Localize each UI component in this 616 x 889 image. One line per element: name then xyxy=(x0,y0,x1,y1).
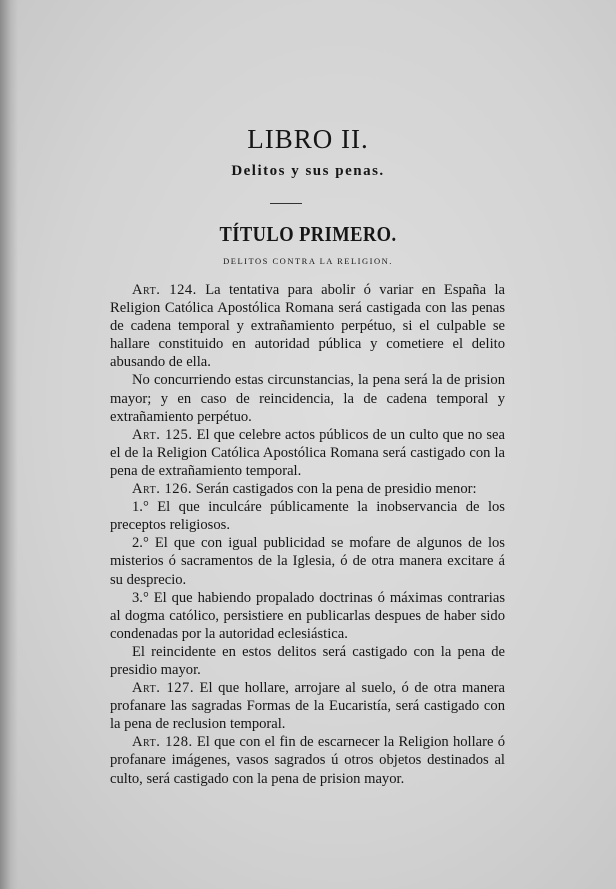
book-subtitle: Delitos y sus penas. xyxy=(231,163,385,179)
article-number: Art. 128. xyxy=(132,734,193,751)
paragraph xyxy=(110,643,505,679)
paragraph xyxy=(110,534,505,588)
paragraph-text: El que con el fin de escarnecer la Religion hollare ó profanare imágenes, vasos sagrados ú otros objetos destinados al culto, será castigado con la pena de prision mayor. xyxy=(110,734,505,787)
paragraph-text: 1.° El que inculcáre públicamente la inobservancia de los preceptos religiosos. xyxy=(110,499,505,534)
article-number: Art. 126. xyxy=(132,481,193,498)
paragraph xyxy=(110,498,505,534)
article-number: Art. 127. xyxy=(132,680,194,697)
article-number: Art. 125. xyxy=(132,426,193,443)
paragraph-text: El reincidente en estos delitos será castigado con la pena de presidio mayor. xyxy=(110,643,505,678)
paragraph-text: La tentativa para abolir ó variar en España la Religion Católica Apostólica Romana será castigada con las penas de cadena temporal y extrañamiento perpétuo, si el culpable se hallare constituido en autoridad pública y cometiere el delito abusando de ella. xyxy=(110,282,505,371)
title-divider xyxy=(270,203,302,204)
paragraph-text: Serán castigados con la pena de presidio menor: xyxy=(192,481,477,498)
paragraph xyxy=(110,426,505,480)
article-number: Art. 124. xyxy=(132,282,197,298)
paragraph xyxy=(110,733,505,787)
paragraph-text: No concurriendo estas circunstancias, la pena será la de prision mayor; y en caso de reincidencia, la de cadena temporal y extrañamiento perpétuo. xyxy=(110,372,505,425)
paragraph xyxy=(110,480,505,498)
paragraph-text: El que hollare, arrojare al suelo, ó de otra manera profanare las sagradas Formas de la Eucaristía, será castigado con la pena de reclusion temporal. xyxy=(110,680,505,733)
section-title: TÍTULO PRIMERO. xyxy=(219,222,397,246)
paragraph xyxy=(110,371,505,425)
paragraph xyxy=(110,589,505,643)
paragraph xyxy=(110,679,505,733)
paragraph-text: 3.° El que habiendo propalado doctrinas ó máximas contrarias al dogma católico, persistiere en publicarlas despues de haber sido condenadas por la autoridad eclesiástica. xyxy=(110,589,505,642)
paragraph xyxy=(110,281,505,371)
section-subtitle: DELITOS CONTRA LA RELIGION. xyxy=(223,256,393,266)
paragraph-text: 2.° El que con igual publicidad se mofare de algunos de los misterios ó sacramentos de la Iglesia, ó de otra manera excitare á su desprecio. xyxy=(110,535,505,588)
book-title: LIBRO II. xyxy=(247,124,369,154)
paragraph-text: El que celebre actos públicos de un culto que no sea el de la Religion Católica Apostólica Romana será castigado con la pena de extrañamiento temporal. xyxy=(110,426,505,479)
body-text xyxy=(110,281,505,788)
